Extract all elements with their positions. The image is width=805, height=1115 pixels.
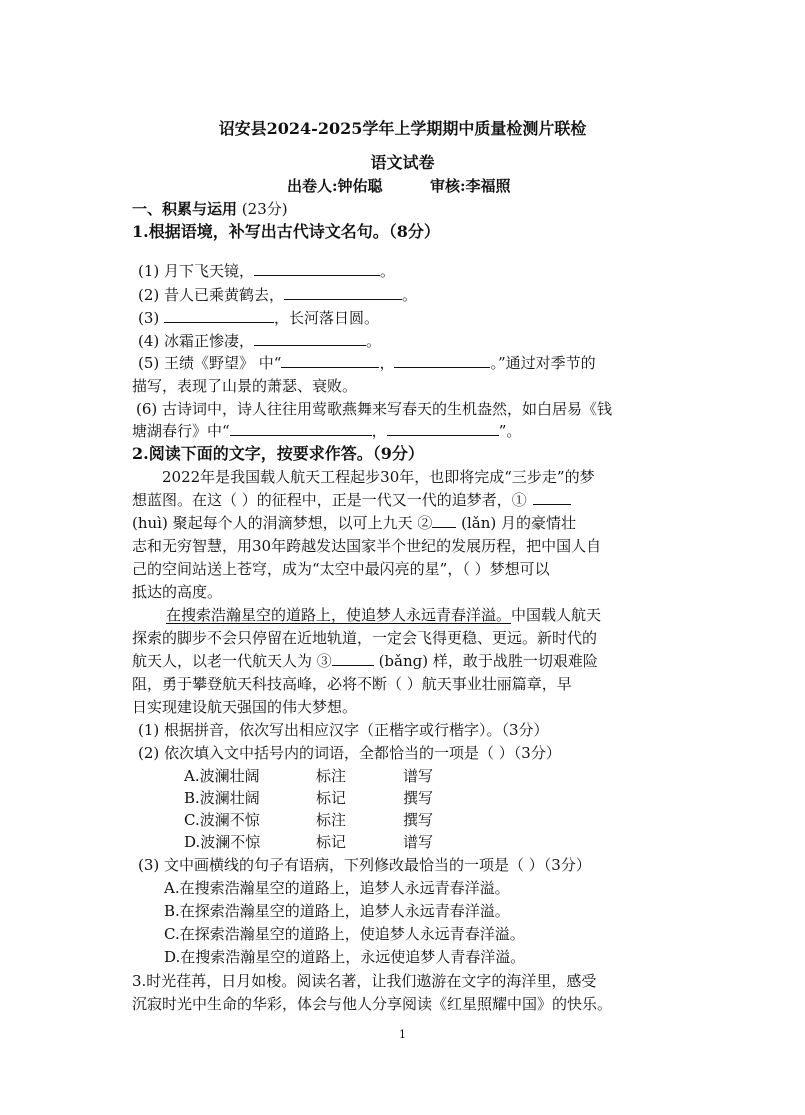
q2-sub-question-2: (2) 依次填入文中括号内的词语，全都恰当的一项是（ ）（3分） bbox=[138, 744, 561, 762]
q2-paragraph-1-line: 2022年是我国载人航天工程起步30年，也即将完成“三步走”的梦 bbox=[162, 468, 595, 486]
q1-item-5-tail: 。”通过对季节的 bbox=[490, 354, 596, 372]
q1-item-2-end: 。 bbox=[402, 286, 418, 304]
option-d-phrase: D.波澜不惊 bbox=[184, 833, 261, 851]
q1-item-4-end: 。 bbox=[366, 332, 382, 350]
q2-option-b[interactable]: B.在探索浩瀚星空的道路上，追梦人永远青春洋溢。 bbox=[164, 902, 510, 920]
section-score: (23分) bbox=[241, 200, 288, 218]
q2-text: (bǎnɡ) 样，敢于战胜一切艰难险 bbox=[378, 652, 598, 670]
q1-item-4 bbox=[138, 330, 683, 352]
option-d-word: 谱写 bbox=[403, 833, 434, 851]
q1-item-6-cont bbox=[132, 420, 677, 442]
answer-blank[interactable] bbox=[432, 513, 456, 528]
option-c-phrase: C.波澜不惊 bbox=[184, 811, 260, 829]
q2-paragraph-1-line bbox=[132, 512, 677, 534]
q1-item-2 bbox=[138, 284, 683, 306]
q2-text: (lǎn) 月的豪情壮 bbox=[461, 514, 577, 532]
option-c-word: 标注 bbox=[316, 811, 347, 829]
q2-paragraph-2-line: 日实现建设航天强国的伟大梦想。 bbox=[132, 698, 358, 716]
q1-item-1-end: 。 bbox=[380, 262, 396, 280]
q1-item-1 bbox=[138, 260, 683, 282]
reviewer-label: 审核:李福照 bbox=[430, 177, 511, 195]
q2-option-d[interactable]: D.在搜索浩瀚星空的道路上，永远使追梦人青春洋溢。 bbox=[164, 948, 526, 966]
q2-sub-question-1: (1) 根据拼音，依次写出相应汉字（正楷字或行楷字）。（3分） bbox=[138, 721, 549, 739]
q1-item-3-text: (3) bbox=[138, 309, 165, 327]
q1-item-3 bbox=[138, 307, 683, 329]
q1-item-6: (6) 古诗词中，诗人往往用莺歌燕舞来写春天的生机盎然，如白居易《钱 bbox=[136, 400, 613, 418]
q1-item-6-text: 塘湖春行》中“ bbox=[132, 422, 230, 440]
question-2-heading: 2.阅读下面的文字，按要求作答。（9分） bbox=[132, 444, 424, 463]
answer-blank[interactable] bbox=[230, 421, 372, 436]
answer-blank[interactable] bbox=[254, 261, 380, 276]
exam-subtitle: 语文试卷 bbox=[370, 153, 435, 172]
q1-item-1-text: (1) 月下飞天镜， bbox=[138, 262, 255, 280]
option-a-phrase: A.波澜壮阔 bbox=[184, 767, 260, 785]
answer-blank[interactable] bbox=[533, 490, 571, 505]
q2-sub-question-3: (3) 文中画横线的句子有语病，下列修改最恰当的一项是（ ）（3分） bbox=[138, 856, 591, 874]
q2-text: 想蓝图。在这（ ）的征程中，正是一代又一代的追梦者，① bbox=[132, 491, 527, 509]
answer-blank[interactable] bbox=[281, 353, 379, 368]
answer-blank[interactable] bbox=[164, 308, 274, 323]
author-label: 出卷人:钟佑聪 bbox=[287, 177, 383, 195]
q1-item-5-cont: 描写，表现了山景的萧瑟、衰败。 bbox=[132, 377, 358, 395]
question-3-line: 3.时光荏苒，日月如梭。阅读名著，让我们遨游在文字的海洋里，感受 bbox=[132, 972, 597, 990]
section-heading bbox=[132, 198, 677, 220]
q2-paragraph-1-line: 抵达的高度。 bbox=[132, 583, 223, 601]
q2-option-a[interactable]: A.在搜索浩瀚星空的道路上，追梦人永远青春洋溢。 bbox=[164, 879, 510, 897]
answer-blank[interactable] bbox=[254, 331, 366, 346]
q2-text: 中国载人航天 bbox=[511, 606, 602, 624]
q2-paragraph-1-line: 己的空间站送上苍穹，成为“太空中最闪亮的星”，（ ）梦想可以 bbox=[132, 560, 550, 578]
q1-item-6-comma: ， bbox=[371, 422, 387, 440]
underlined-sentence: 在搜索浩瀚星空的道路上，使追梦人永远青春洋溢。 bbox=[166, 606, 512, 624]
q1-item-5-comma: ， bbox=[379, 354, 395, 372]
option-c-word: 撰写 bbox=[403, 811, 434, 829]
q2-paragraph-2-line bbox=[166, 604, 677, 626]
option-b-word: 撰写 bbox=[403, 789, 434, 807]
q2-paragraph-2-line bbox=[132, 650, 677, 672]
exam-title: 诏安县2024-2025学年上学期期中质量检测片联检 bbox=[218, 119, 587, 138]
q1-item-6-end: ”。 bbox=[498, 422, 522, 440]
q1-item-4-text: (4) 冰霜正惨凄， bbox=[138, 332, 255, 350]
q2-paragraph-1-line: 志和无穷智慧，用30年跨越发达国家半个世纪的发展历程，把中国人自 bbox=[132, 537, 602, 555]
answer-blank[interactable] bbox=[284, 285, 402, 300]
answer-blank[interactable] bbox=[394, 353, 490, 368]
question-1-heading: 1.根据语境，补写出古代诗文名句。（8分） bbox=[132, 222, 440, 241]
answer-blank[interactable] bbox=[332, 651, 374, 666]
option-b-phrase: B.波澜壮阔 bbox=[184, 789, 260, 807]
option-a-word: 标注 bbox=[316, 767, 347, 785]
q2-option-c[interactable]: C.在探索浩瀚星空的道路上，使追梦人永远青春洋溢。 bbox=[164, 925, 525, 943]
q2-text: (huì) 聚起每个人的涓滴梦想，以可上九天 ② bbox=[132, 514, 433, 532]
option-a-word: 谱写 bbox=[403, 767, 434, 785]
q2-paragraph-2-line: 探索的脚步不会只停留在近地轨道，一定会飞得更稳、更远。新时代的 bbox=[132, 629, 598, 647]
option-b-word: 标记 bbox=[316, 789, 347, 807]
q1-item-5-text: (5) 王绩《野望》 中“ bbox=[138, 354, 282, 372]
page-number: 1 bbox=[399, 1028, 406, 1041]
q2-text: 航天人，以老一代航天人为 ③ bbox=[132, 652, 332, 670]
question-3-line: 沉寂时光中生命的华彩，体会与他人分享阅读《红星照耀中国》的快乐。 bbox=[132, 995, 613, 1013]
q1-item-3-end: ，长河落日圆。 bbox=[274, 309, 380, 327]
q2-paragraph-1-line bbox=[132, 489, 677, 511]
section-title: 一、积累与运用 bbox=[132, 200, 238, 218]
q1-item-5 bbox=[138, 352, 683, 374]
q1-item-2-text: (2) 昔人已乘黄鹤去， bbox=[138, 286, 285, 304]
q2-paragraph-2-line: 阻，勇于攀登航天科技高峰，必将不断（ ）航天事业壮丽篇章，早 bbox=[132, 675, 572, 693]
answer-blank[interactable] bbox=[387, 421, 499, 436]
option-d-word: 标记 bbox=[316, 833, 347, 851]
